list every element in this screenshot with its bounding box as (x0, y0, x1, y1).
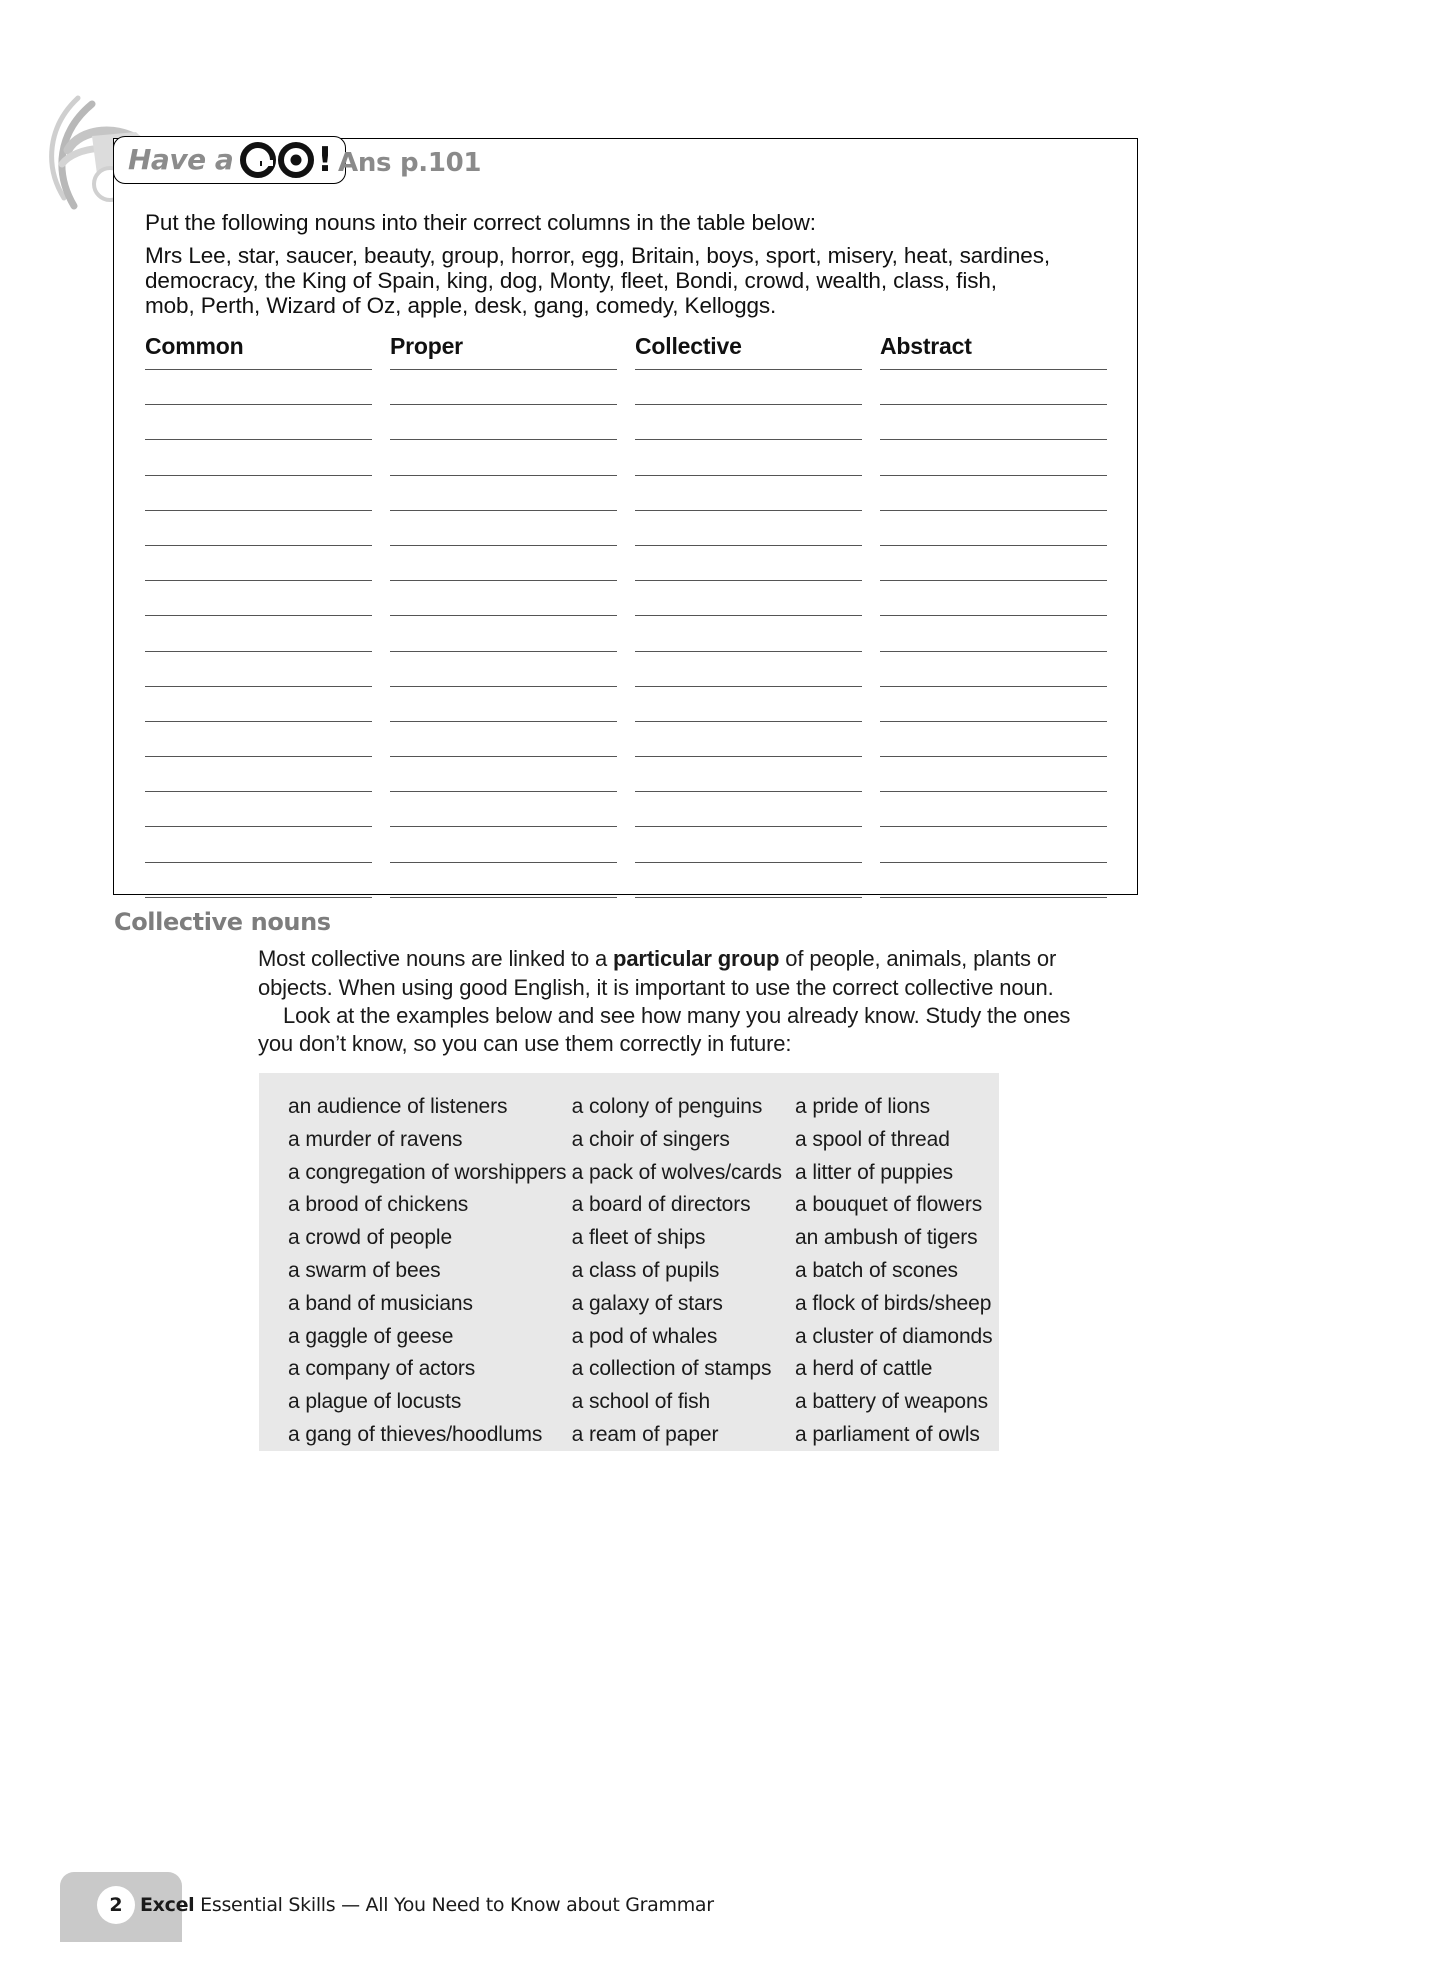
section-heading-collective-nouns: Collective nouns (114, 908, 331, 936)
collective-noun-example: a bouquet of flowers (795, 1193, 983, 1217)
answer-blank-line[interactable] (880, 370, 1107, 405)
answer-blank-line[interactable] (635, 546, 862, 581)
collective-noun-example: a brood of chickens (288, 1193, 469, 1217)
answer-blank-line[interactable] (880, 616, 1107, 651)
collective-noun-example: an audience of listeners (288, 1095, 508, 1118)
answer-blank-line[interactable] (880, 792, 1107, 827)
answer-blank-line[interactable] (145, 827, 372, 862)
exclamation-mark: ! (317, 140, 333, 180)
collective-noun-example: a batch of scones (795, 1258, 958, 1282)
answer-blank-line[interactable] (390, 827, 617, 862)
para-1-pre: Most collective nouns are linked to a (258, 946, 614, 971)
footer-brand: Excel (140, 1894, 195, 1916)
answer-blank-line[interactable] (635, 757, 862, 792)
letter-o-icon (278, 142, 314, 178)
collective-noun-example: a gaggle of geese (288, 1324, 454, 1348)
collective-noun-example: a murder of ravens (288, 1127, 463, 1151)
answer-blank-line[interactable] (880, 511, 1107, 546)
answer-blank-line[interactable] (635, 511, 862, 546)
answer-blank-line[interactable] (880, 581, 1107, 616)
answer-blank-line[interactable] (635, 722, 862, 757)
collective-noun-example: a colony of penguins (571, 1095, 763, 1118)
answer-blank-line[interactable] (390, 616, 617, 651)
answer-blank-line[interactable] (635, 616, 862, 651)
table-column-collective (635, 333, 862, 898)
answer-blank-line[interactable] (880, 546, 1107, 581)
collective-noun-example: a collection of stamps (571, 1357, 772, 1381)
examples-column-2 (572, 1091, 795, 1451)
collective-noun-example: a parliament of owls (795, 1422, 980, 1446)
answer-lines-common[interactable] (145, 370, 372, 898)
answer-blank-line[interactable] (390, 581, 617, 616)
table-column-proper (390, 333, 617, 898)
have-a-label: Have a (128, 143, 234, 176)
answer-blank-line[interactable] (145, 863, 372, 898)
para-1-bold: particular group (613, 946, 780, 971)
noun-list-line-3: mob, Perth, Wizard of Oz, apple, desk, gang, comedy, Kelloggs. (145, 293, 777, 318)
collective-noun-example: a plague of locusts (288, 1390, 462, 1414)
collective-noun-example: a school of fish (571, 1390, 711, 1414)
column-header-abstract: Abstract (880, 333, 1107, 370)
para-1-post: of people, animals, plants or (779, 946, 1057, 971)
paragraph-line-2: objects. When using good English, it is important to use the correct collective noun. (258, 975, 1054, 1000)
answer-blank-line[interactable] (145, 616, 372, 651)
answer-blank-line[interactable] (880, 652, 1107, 687)
letter-g-icon (240, 142, 276, 178)
answer-blank-line[interactable] (145, 405, 372, 440)
answer-blank-line[interactable] (390, 863, 617, 898)
answer-blank-line[interactable] (635, 581, 862, 616)
noun-list-line-1: Mrs Lee, star, saucer, beauty, group, horror, egg, Britain, boys, sport, misery, heat, sardines, (145, 243, 1051, 268)
answer-blank-line[interactable] (145, 546, 372, 581)
table-column-common (145, 333, 372, 898)
answer-blank-line[interactable] (635, 792, 862, 827)
collective-nouns-examples-box (259, 1073, 999, 1451)
examples-column-1 (288, 1091, 572, 1451)
answer-blank-line[interactable] (880, 722, 1107, 757)
collective-noun-example: a pod of whales (571, 1324, 718, 1348)
collective-noun-example: a pack of wolves/cards (571, 1160, 782, 1184)
collective-noun-example: a pride of lions (795, 1095, 931, 1118)
collective-noun-example: a band of musicians (288, 1291, 473, 1315)
answer-blank-line[interactable] (880, 827, 1107, 862)
paragraph-line-4: you don’t know, so you can use them correctly in future: (258, 1031, 792, 1056)
collective-noun-example: a galaxy of stars (571, 1291, 723, 1315)
collective-noun-example: a company of actors (288, 1357, 476, 1381)
answer-blank-line[interactable] (635, 440, 862, 475)
answer-blank-line[interactable] (145, 370, 372, 405)
answer-blank-line[interactable] (145, 652, 372, 687)
have-a-go-badge (113, 136, 346, 184)
answer-blank-line[interactable] (145, 476, 372, 511)
answer-blank-line[interactable] (880, 440, 1107, 475)
answer-blank-line[interactable] (145, 722, 372, 757)
answer-blank-line[interactable] (145, 687, 372, 722)
answer-blank-line[interactable] (635, 476, 862, 511)
answer-blank-line[interactable] (635, 405, 862, 440)
column-header-common: Common (145, 333, 372, 370)
answer-blank-line[interactable] (390, 652, 617, 687)
footer-subtitle: Essential Skills — All You Need to Know about Grammar (200, 1894, 714, 1916)
answer-blank-line[interactable] (145, 792, 372, 827)
collective-noun-example: an ambush of tigers (795, 1226, 978, 1250)
footer-title (140, 1894, 714, 1916)
answer-blank-line[interactable] (390, 511, 617, 546)
collective-noun-example: a gang of thieves/hoodlums (288, 1422, 543, 1446)
answer-blank-line[interactable] (880, 757, 1107, 792)
answer-blank-line[interactable] (390, 370, 617, 405)
answer-lines-abstract[interactable] (880, 370, 1107, 898)
answer-reference: Ans p.101 (338, 148, 482, 178)
answer-blank-line[interactable] (635, 652, 862, 687)
page-number-badge: 2 (97, 1886, 135, 1924)
examples-grid (259, 1073, 999, 1451)
answer-blank-line[interactable] (635, 863, 862, 898)
collective-noun-example: a swarm of bees (288, 1258, 441, 1282)
answer-blank-line[interactable] (145, 440, 372, 475)
collective-noun-example: a board of directors (571, 1193, 751, 1217)
task-instruction: Put the following nouns into their correct columns in the table below: (145, 210, 816, 235)
answer-blank-line[interactable] (390, 687, 617, 722)
answer-blank-line[interactable] (390, 546, 617, 581)
collective-noun-example: a battery of weapons (795, 1390, 988, 1414)
answer-blank-line[interactable] (390, 722, 617, 757)
collective-noun-example: a cluster of diamonds (795, 1324, 993, 1348)
answer-blank-line[interactable] (145, 581, 372, 616)
answer-blank-line[interactable] (635, 687, 862, 722)
table-column-abstract (880, 333, 1107, 898)
collective-noun-example: a ream of paper (571, 1422, 719, 1446)
answer-blank-line[interactable] (635, 827, 862, 862)
answer-blank-line[interactable] (880, 687, 1107, 722)
answer-blank-line[interactable] (390, 792, 617, 827)
noun-classification-table (145, 333, 1107, 898)
answer-lines-collective[interactable] (635, 370, 862, 898)
answer-blank-line[interactable] (390, 440, 617, 475)
answer-blank-line[interactable] (145, 511, 372, 546)
answer-blank-line[interactable] (390, 405, 617, 440)
answer-blank-line[interactable] (390, 476, 617, 511)
answer-blank-line[interactable] (390, 757, 617, 792)
answer-blank-line[interactable] (880, 405, 1107, 440)
collective-noun-example: a spool of thread (795, 1127, 950, 1151)
noun-list-line-2: democracy, the King of Spain, king, dog, Monty, fleet, Bondi, crowd, wealth, class, fish, (145, 268, 997, 293)
answer-blank-line[interactable] (880, 476, 1107, 511)
answer-blank-line[interactable] (880, 863, 1107, 898)
answer-blank-line[interactable] (635, 370, 862, 405)
answer-blank-line[interactable] (145, 757, 372, 792)
paragraph-line-3: Look at the examples below and see how many you already know. Study the ones (283, 1003, 1071, 1028)
collective-noun-example: a choir of singers (571, 1127, 730, 1151)
collective-noun-example: a fleet of ships (571, 1226, 706, 1250)
collective-noun-example: a flock of birds/sheep (795, 1291, 992, 1315)
column-header-collective: Collective (635, 333, 862, 370)
collective-noun-example: a crowd of people (288, 1226, 453, 1250)
paragraph-line-1 (258, 946, 1056, 972)
examples-column-3 (795, 1091, 999, 1451)
collective-noun-example: a class of pupils (571, 1258, 720, 1282)
column-header-proper: Proper (390, 333, 617, 370)
collective-noun-example: a herd of cattle (795, 1357, 933, 1381)
answer-lines-proper[interactable] (390, 370, 617, 898)
collective-noun-example: a congregation of worshippers (288, 1160, 567, 1184)
collective-noun-example: a litter of puppies (795, 1160, 954, 1184)
